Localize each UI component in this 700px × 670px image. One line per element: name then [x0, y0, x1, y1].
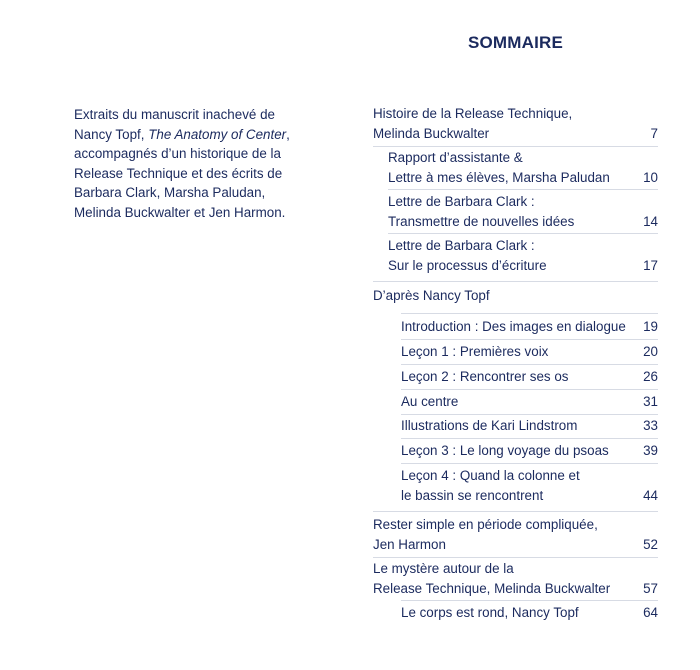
toc-entry[interactable]	[388, 192, 658, 231]
toc-entry-title: Leçon 4 : Quand la colonne et le bassin se rencontrent	[401, 468, 580, 503]
divider	[401, 364, 658, 365]
book-title: The Anatomy of Center	[148, 126, 287, 142]
toc-entry-page: 26	[643, 369, 658, 384]
divider	[388, 233, 658, 234]
toc-entry[interactable]	[401, 416, 658, 436]
toc-entry[interactable]	[388, 236, 658, 275]
toc-entry[interactable]	[401, 392, 658, 412]
toc-entry-title: Leçon 1 : Premières voix	[401, 344, 549, 359]
toc-entry-page: 33	[643, 418, 658, 433]
toc-entry-title: Rester simple en période compliquée, Jen Harmon	[373, 517, 598, 552]
toc-entry[interactable]	[401, 603, 658, 623]
toc-entry-page: 52	[643, 536, 658, 552]
divider	[401, 313, 658, 314]
divider	[373, 281, 658, 282]
toc-entry[interactable]	[401, 342, 658, 362]
toc-entry[interactable]	[401, 441, 658, 461]
toc-section-heading[interactable]	[373, 286, 658, 306]
toc-entry-page: 57	[643, 580, 658, 596]
toc-entry-page: 64	[643, 605, 658, 620]
toc-entry-title: Leçon 2 : Rencontrer ses os	[401, 369, 569, 384]
toc-entry-title: Le mystère autour de la Release Technique, Melinda Buckwalter	[373, 561, 611, 596]
page-title: SOMMAIRE	[467, 33, 564, 52]
toc-entry[interactable]	[373, 104, 658, 143]
divider	[401, 339, 658, 340]
divider	[401, 438, 658, 439]
toc-entry[interactable]	[388, 148, 658, 187]
toc-entry-page: 20	[643, 344, 658, 359]
toc-entry[interactable]	[401, 317, 658, 337]
divider	[388, 189, 658, 190]
toc-entry-page: 10	[643, 169, 658, 185]
toc-entry-page: 14	[643, 213, 658, 229]
toc-entry[interactable]	[373, 515, 658, 554]
toc-entry-title: Le corps est rond, Nancy Topf	[401, 605, 579, 620]
toc-entry-title: Illustrations de Kari Lindstrom	[401, 418, 578, 433]
divider	[373, 511, 658, 512]
divider	[401, 414, 658, 415]
divider	[373, 557, 658, 558]
divider	[401, 463, 658, 464]
toc-entry[interactable]	[401, 466, 658, 505]
toc-entry-title: Rapport d’assistante & Lettre à mes élèves, Marsha Paludan	[388, 150, 610, 185]
toc-entry-title: Au centre	[401, 394, 459, 409]
toc-entry-page: 19	[643, 319, 658, 334]
toc-entry[interactable]	[401, 367, 658, 387]
toc-entry-page: 17	[643, 257, 658, 273]
intro-text-start: Extraits du manuscrit inachevé de Nancy Topf,	[74, 107, 275, 142]
toc-entry-page: 7	[650, 125, 658, 141]
toc-entry-title: Lettre de Barbara Clark : Sur le processus d’écriture	[388, 238, 547, 273]
toc-entry[interactable]	[373, 559, 658, 598]
divider	[401, 600, 658, 601]
divider	[401, 389, 658, 390]
toc-entry-page: 44	[643, 487, 658, 503]
divider	[373, 146, 658, 147]
toc-entry-title: Histoire de la Release Technique, Melinda Buckwalter	[373, 106, 573, 141]
toc-entry-title: Introduction : Des images en dialogue	[401, 319, 626, 334]
toc-entry-title: Lettre de Barbara Clark : Transmettre de nouvelles idées	[388, 194, 575, 229]
intro-text-end: , accompagnés d’un historique de la Release Technique et des écrits de Barbara Clark, Marsha Paludan, Melinda Buckwalter et Jen Harmon.	[74, 126, 290, 220]
toc-entry-page: 31	[643, 394, 658, 409]
toc-entry-title: D’après Nancy Topf	[373, 288, 490, 303]
toc-entry-title: Leçon 3 : Le long voyage du psoas	[401, 443, 609, 458]
toc-entry-page: 39	[643, 443, 658, 458]
